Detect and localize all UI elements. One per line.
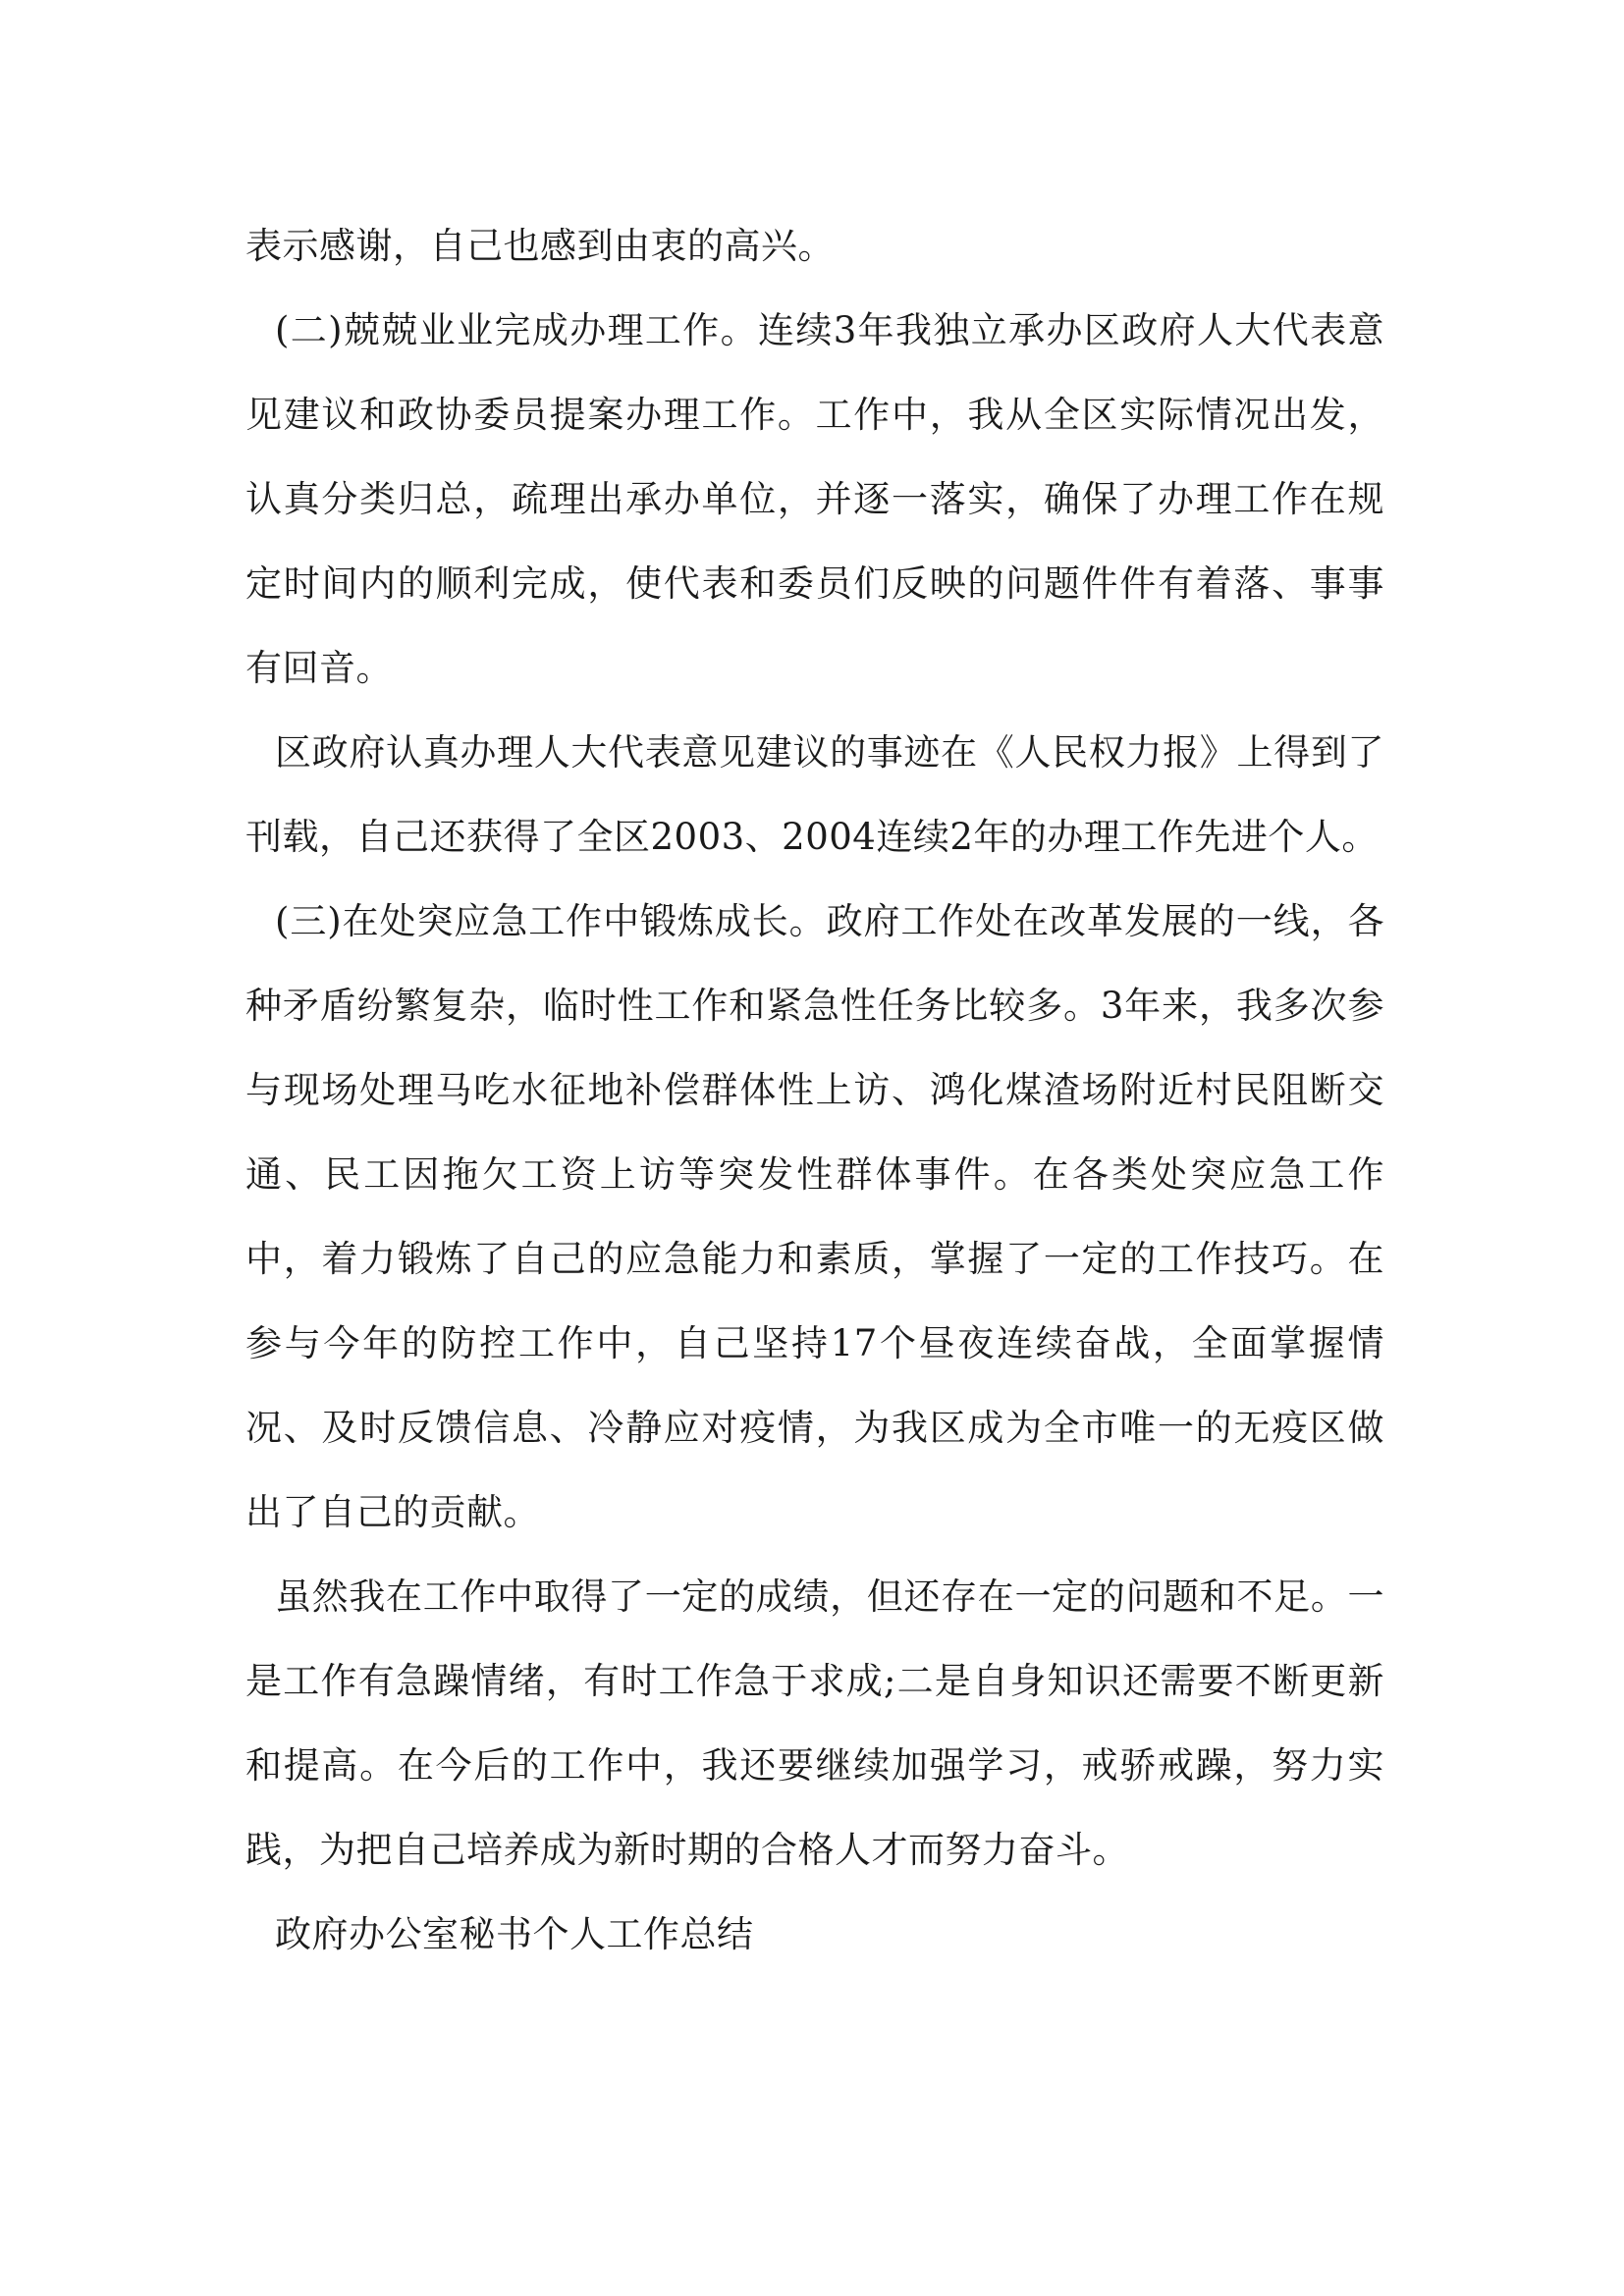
document-body <box>245 204 1384 1977</box>
paragraph-handling-work: (二)兢兢业业完成办理工作。连续3年我独立承办区政府人大代表意见建议和政协委员提案办理工作。工作中，我从全区实际情况出发，认真分类归总，疏理出承办单位，并逐一落实，确保了办理工作在规定时间内的顺利完成，使代表和委员们反映的问题件件有着落、事事有回音。 <box>245 309 1384 689</box>
paragraph-emergency-work: (三)在处突应急工作中锻炼成长。政府工作处在改革发展的一线，各种矛盾纷繁复杂，临时性工作和紧急性任务比较多。3年来，我多次参与现场处理马吃水征地补偿群体性上访、鸿化煤渣场附近村民阻断交通、民工因拖欠工资上访等突发性群体事件。在各类处突应急工作中，着力锻炼了自己的应急能力和素质，掌握了一定的工作技巧。在参与今年的防控工作中，自己坚持17个昼夜连续奋战，全面掌握情况、及时反馈信息、冷静应对疫情，为我区成为全市唯一的无疫区做出了自己的贡献。 <box>245 900 1384 1533</box>
paragraph-continuation: 表示感谢，自己也感到由衷的高兴。 <box>245 225 835 267</box>
section-title: 政府办公室秘书个人工作总结 <box>275 1913 754 1955</box>
paragraph-newspaper-report: 区政府认真办理人大代表意见建议的事迹在《人民权力报》上得到了刊载，自己还获得了全区2003、2004连续2年的办理工作先进个人。 <box>245 731 1384 858</box>
paragraph-shortcomings: 虽然我在工作中取得了一定的成绩，但还存在一定的问题和不足。一是工作有急躁情绪，有时工作急于求成;二是自身知识还需要不断更新和提高。在今后的工作中，我还要继续加强学习，戒骄戒躁，努力实践，为把自己培养成为新时期的合格人才而努力奋斗。 <box>245 1575 1384 1871</box>
